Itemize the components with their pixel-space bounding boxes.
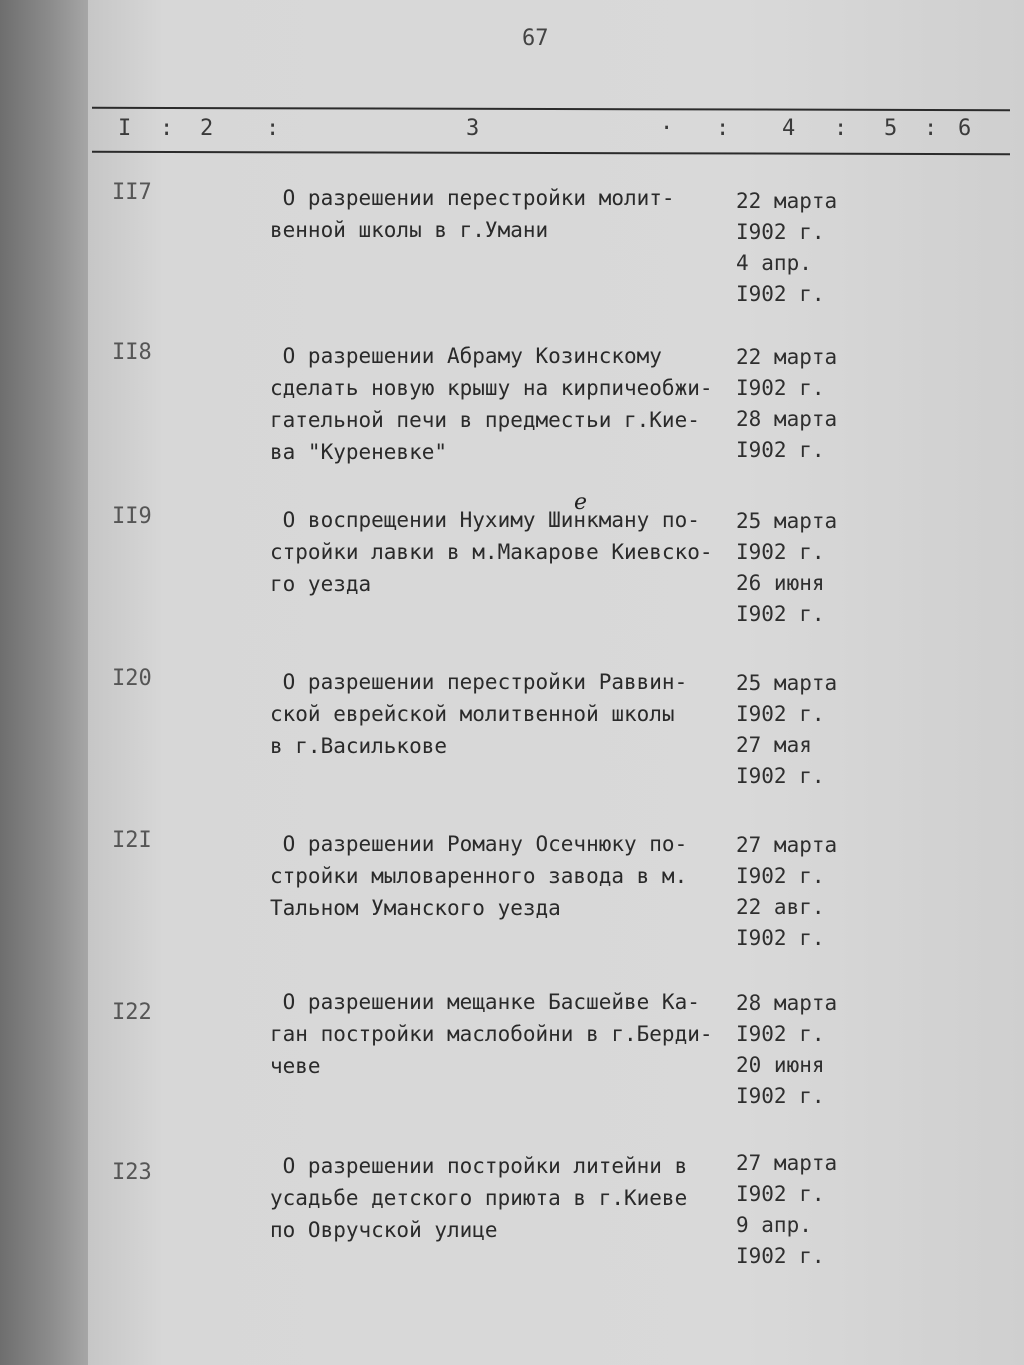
record-entry: [0, 340, 1024, 490]
record-entry: [0, 986, 1024, 1136]
record-dates: 27 марта I902 г. 9 апр. I902 г.: [736, 1151, 838, 1268]
record-description: О воспрещении Нухиму Шинкману по- стройки лавки в м.Макарове Киевско- го уезда: [270, 508, 713, 596]
page-number: 67: [522, 26, 549, 51]
column-header-4: 4: [782, 116, 796, 141]
record-description: О разрешении Абраму Козинскому сделать новую крышу на кирпичеобжи- гательной печи в предместьи г.Кие- ва "Куреневке": [270, 344, 713, 464]
record-number: II9: [112, 504, 152, 529]
record-dates: 25 марта I902 г. 26 июня I902 г.: [736, 509, 838, 626]
record-entry: [0, 666, 1024, 816]
column-header-5: 5: [884, 116, 898, 141]
column-separator: :: [160, 116, 174, 141]
record-dates: 28 марта I902 г. 20 июня I902 г.: [736, 991, 838, 1108]
record-entry: [0, 504, 1024, 654]
record-description: О разрешении перестройки Раввин- ской еврейской молитвенной школы в г.Василькове: [270, 670, 688, 758]
record-entry: [0, 828, 1024, 978]
record-entry: [0, 180, 1024, 330]
column-dot: ·: [660, 116, 674, 141]
record-description: О разрешении постройки литейни в усадьбе детского приюта в г.Киеве по Овручской улице: [270, 1154, 688, 1242]
column-header-6: 6: [958, 116, 972, 141]
column-separator: :: [716, 116, 730, 141]
column-separator: :: [834, 116, 848, 141]
record-dates: 25 марта I902 г. 27 мая I902 г.: [736, 671, 838, 788]
record-entry: [0, 1146, 1024, 1296]
record-description: О разрешении Роману Осечнюку по- стройки мыловаренного завода в м. Тальном Уманского уезда: [270, 832, 688, 920]
record-description: О разрешении мещанке Басшейве Ка- ган постройки маслобойни в г.Берди- чеве: [270, 990, 713, 1078]
record-number: I20: [112, 666, 152, 691]
record-description: О разрешении перестройки молит- венной школы в г.Умани: [270, 186, 675, 242]
record-number: II8: [112, 340, 152, 365]
handwritten-correction: е: [574, 490, 588, 515]
record-dates: 22 марта I902 г. 4 апр. I902 г.: [736, 189, 838, 306]
record-number: I2I: [112, 828, 152, 853]
column-header-1: I: [118, 116, 132, 141]
column-header-3: 3: [466, 116, 480, 141]
column-separator: :: [924, 116, 938, 141]
record-dates: 22 марта I902 г. 28 марта I902 г.: [736, 345, 838, 462]
record-number: I23: [112, 1160, 152, 1185]
record-dates: 27 марта I902 г. 22 авг. I902 г.: [736, 833, 838, 950]
record-number: I22: [112, 1000, 152, 1025]
column-header-2: 2: [200, 116, 214, 141]
record-number: II7: [112, 180, 152, 205]
column-separator: :: [266, 116, 280, 141]
